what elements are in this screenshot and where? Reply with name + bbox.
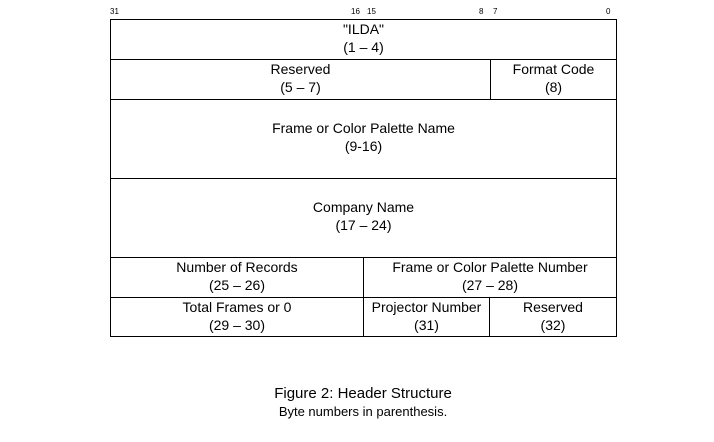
field-format-code-bytes: (8) <box>544 79 563 95</box>
field-number-of-records-name: Number of Records <box>176 259 298 275</box>
field-company-name-name: Company Name <box>312 199 415 215</box>
header-structure-diagram <box>110 19 617 337</box>
field-ilda-name: "ILDA" <box>342 21 385 37</box>
field-reserved-32-bytes: (32) <box>540 317 566 333</box>
field-projector-number-name: Projector Number <box>371 299 482 315</box>
field-reserved-5-7 <box>111 60 490 96</box>
row-divider <box>111 99 616 100</box>
field-frame-palette-number <box>364 258 616 294</box>
field-frame-palette-name-name: Frame or Color Palette Name <box>272 120 455 136</box>
bit-label-31: 31 <box>110 7 119 16</box>
field-projector-number-bytes: (31) <box>414 317 439 333</box>
field-number-of-records-bytes: (25 – 26) <box>208 277 266 293</box>
field-ilda-bytes: (1 – 4) <box>343 39 384 55</box>
field-projector-number <box>364 298 489 334</box>
bit-label-15: 15 <box>367 7 376 16</box>
field-reserved-5-7-bytes: (5 – 7) <box>280 79 321 95</box>
field-format-code-name: Format Code <box>512 61 595 77</box>
field-ilda <box>111 20 616 56</box>
figure-caption: Figure 2: Header Structure <box>274 385 452 402</box>
field-reserved-32 <box>490 298 616 334</box>
row-divider <box>111 178 616 179</box>
field-frame-palette-name-bytes: (9-16) <box>344 138 383 154</box>
field-frame-palette-number-name: Frame or Color Palette Number <box>392 259 588 275</box>
field-number-of-records <box>111 258 363 294</box>
field-total-frames-name: Total Frames or 0 <box>182 299 292 315</box>
field-format-code <box>491 60 616 96</box>
field-frame-palette-number-bytes: (27 – 28) <box>461 277 519 293</box>
field-company-name <box>111 198 616 234</box>
bit-label-0: 0 <box>606 7 611 16</box>
bit-label-7: 7 <box>493 7 498 16</box>
field-frame-palette-name <box>111 119 616 155</box>
field-total-frames <box>111 298 363 334</box>
bit-label-8: 8 <box>479 7 484 16</box>
field-reserved-32-name: Reserved <box>523 299 583 315</box>
field-company-name-bytes: (17 – 24) <box>335 217 392 233</box>
field-total-frames-bytes: (29 – 30) <box>208 317 266 333</box>
bit-label-16: 16 <box>351 7 360 16</box>
figure-subcaption: Byte numbers in parenthesis. <box>278 404 448 419</box>
field-reserved-5-7-name: Reserved <box>270 61 331 77</box>
